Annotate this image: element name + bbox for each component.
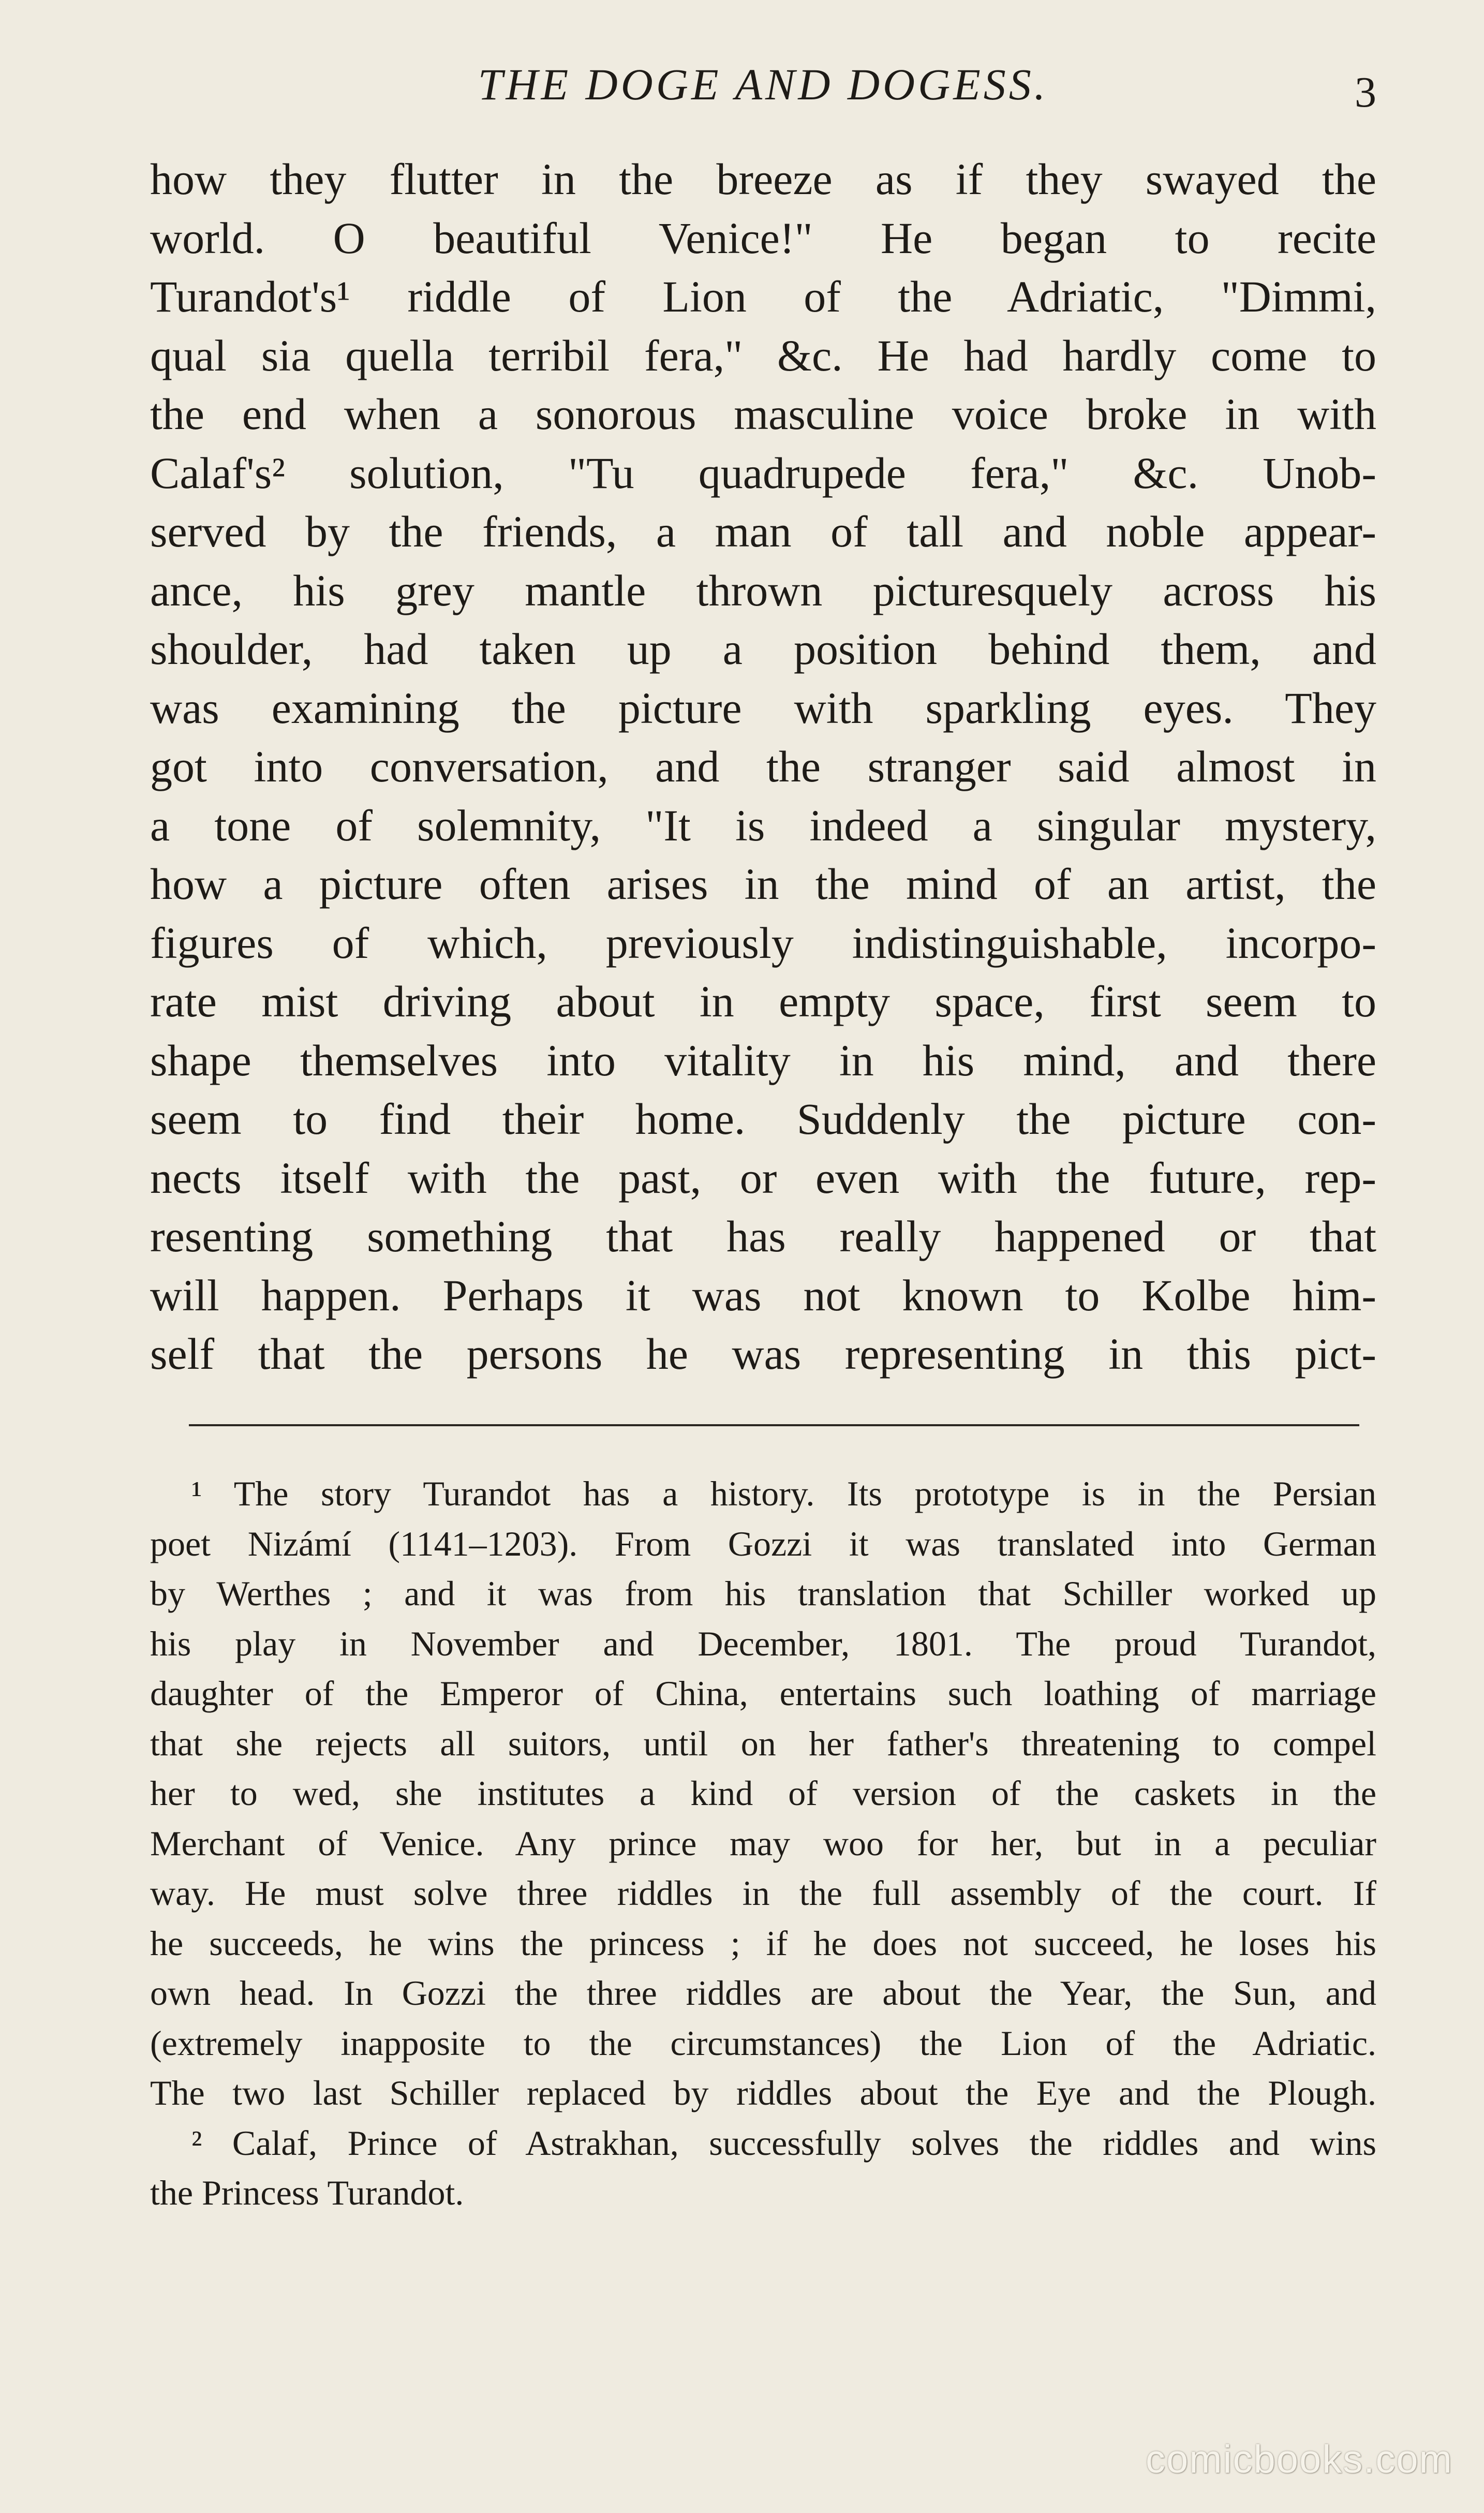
body-line: self that the persons he was representing in this pict- (150, 1329, 1376, 1379)
body-text (150, 150, 1376, 1384)
body-line: Calaf's² solution, "Tu quadrupede fera," &c. Unob- (150, 448, 1376, 498)
footnote-line: way. He must solve three riddles in the full assembly of the court. If (150, 1873, 1376, 1913)
footnote-line: that she rejects all suitors, until on her father's threatening to compel (150, 1723, 1376, 1763)
footnote-line: poet Nizámí (1141–1203). From Gozzi it was translated into German (150, 1524, 1376, 1563)
body-line: the end when a sonorous masculine voice broke in with (150, 389, 1376, 439)
footnote-line: by Werthes ; and it was from his translation that Schiller worked up (150, 1574, 1376, 1613)
body-line: Turandot's¹ riddle of Lion of the Adriatic, "Dimmi, (150, 272, 1376, 321)
body-line: served by the friends, a man of tall and noble appear- (150, 507, 1376, 556)
footnote-line: The two last Schiller replaced by riddles about the Eye and the Plough. (150, 2073, 1376, 2112)
footnote-line: daughter of the Emperor of China, entertains such loathing of marriage (150, 1674, 1376, 1713)
footnote-rule (189, 1424, 1359, 1426)
footnote-line: ¹ The story Turandot has a history. Its prototype is in the Persian (191, 1474, 1376, 1513)
body-line: seem to find their home. Suddenly the picture con- (150, 1094, 1376, 1144)
footnote-line: his play in November and December, 1801. The proud Turandot, (150, 1623, 1376, 1663)
body-line: shape themselves into vitality in his mind, and there (150, 1035, 1376, 1085)
body-line: figures of which, previously indistinguishable, incorpo- (150, 918, 1376, 968)
body-line: rate mist driving about in empty space, first seem to (150, 977, 1376, 1026)
footnote-line: Merchant of Venice. Any prince may woo for her, but in a peculiar (150, 1823, 1376, 1863)
page-number: 3 (1355, 68, 1376, 116)
footnote-line: he succeeds, he wins the princess ; if he does not succeed, he loses his (150, 1923, 1376, 1963)
body-line: ance, his grey mantle thrown picturesquely across his (150, 565, 1376, 615)
body-line: how they flutter in the breeze as if they swayed the (150, 154, 1376, 204)
body-line: how a picture often arises in the mind of an artist, the (150, 859, 1376, 909)
body-line: nects itself with the past, or even with the future, rep- (150, 1152, 1376, 1203)
running-head (150, 56, 1376, 116)
footnotes (150, 1469, 1376, 2218)
body-line: shoulder, had taken up a position behind them, and (150, 624, 1376, 674)
body-line: got into conversation, and the stranger said almost in (150, 742, 1376, 791)
footnote-line: the Princess Turandot. (150, 2173, 464, 2212)
footnote-line: ² Calaf, Prince of Astrakhan, successfully solves the riddles and wins (191, 2123, 1376, 2163)
body-line: world. O beautiful Venice!" He began to recite (150, 213, 1376, 263)
body-line: was examining the picture with sparkling eyes. They (150, 683, 1376, 733)
footnote-line: own head. In Gozzi the three riddles are about the Year, the Sun, and (150, 1973, 1376, 2013)
body-line: will happen. Perhaps it was not known to Kolbe him- (150, 1270, 1376, 1320)
watermark: comicbooks.com (1146, 2437, 1453, 2481)
body-line: resenting something that has really happened or that (150, 1211, 1376, 1261)
running-title: THE DOGE AND DOGESS. (478, 60, 1049, 109)
footnote-line: her to wed, she institutes a kind of version of the caskets in the (150, 1773, 1376, 1813)
footnote-line: (extremely inapposite to the circumstances) the Lion of the Adriatic. (150, 2023, 1376, 2063)
body-line: qual sia quella terribil fera," &c. He had hardly come to (150, 330, 1376, 380)
body-line: a tone of solemnity, "It is indeed a singular mystery, (150, 800, 1376, 850)
